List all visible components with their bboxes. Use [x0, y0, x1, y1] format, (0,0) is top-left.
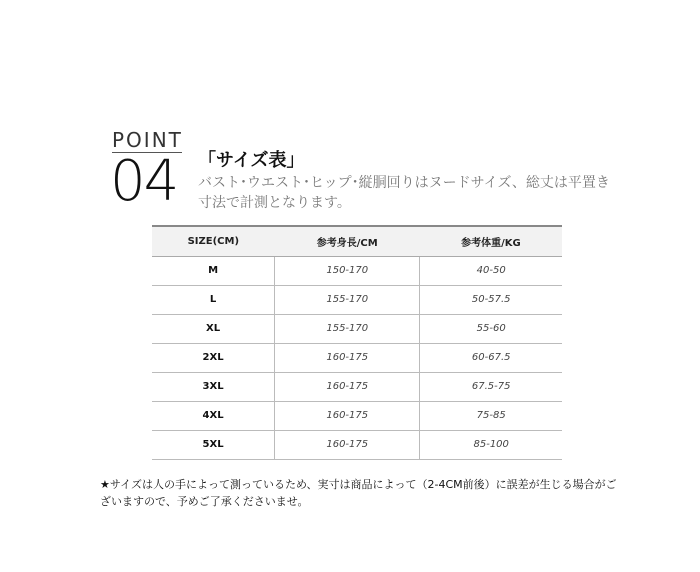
row-height: 155-170 — [275, 314, 420, 343]
point-number: 04 — [110, 149, 178, 214]
row-height: 155-170 — [275, 285, 420, 314]
row-size: 5XL — [152, 430, 275, 459]
header-size: SIZE(CM) — [152, 226, 275, 256]
row-height: 160-175 — [275, 372, 420, 401]
size-table — [152, 225, 562, 460]
row-weight: 85-100 — [420, 430, 562, 459]
section-heading: 「サイズ表」 — [198, 150, 305, 171]
table-row — [152, 401, 562, 430]
row-size: M — [152, 256, 275, 285]
header-height: 参考身長/CM — [275, 226, 420, 256]
row-size: 4XL — [152, 401, 275, 430]
row-height: 160-175 — [275, 343, 420, 372]
table-row — [152, 372, 562, 401]
row-height: 160-175 — [275, 401, 420, 430]
header-weight: 参考体重/KG — [420, 226, 562, 256]
row-weight: 55-60 — [420, 314, 562, 343]
disclaimer-note: ★サイズは人の手によって測っているため、実寸は商品によって（2-4CM前後）に誤差が生じる場合がございますので、予めご了承くださいませ。 — [100, 478, 617, 508]
point-label: POINT — [112, 128, 183, 152]
section-description: バスト･ウエスト･ヒップ･縦胴回りはヌードサイズ、総丈は平置き寸法で計測となります。 — [198, 175, 610, 211]
row-size: 3XL — [152, 372, 275, 401]
row-weight: 67.5-75 — [420, 372, 562, 401]
row-height: 150-170 — [275, 256, 420, 285]
row-weight: 50-57.5 — [420, 285, 562, 314]
table-row — [152, 256, 562, 285]
table-row — [152, 314, 562, 343]
table-header-row — [152, 226, 562, 256]
table-row — [152, 343, 562, 372]
row-size: XL — [152, 314, 275, 343]
table-row — [152, 285, 562, 314]
row-weight: 40-50 — [420, 256, 562, 285]
row-height: 160-175 — [275, 430, 420, 459]
row-weight: 60-67.5 — [420, 343, 562, 372]
row-size: L — [152, 285, 275, 314]
row-weight: 75-85 — [420, 401, 562, 430]
row-size: 2XL — [152, 343, 275, 372]
size-table-container — [152, 225, 562, 460]
table-row — [152, 430, 562, 459]
